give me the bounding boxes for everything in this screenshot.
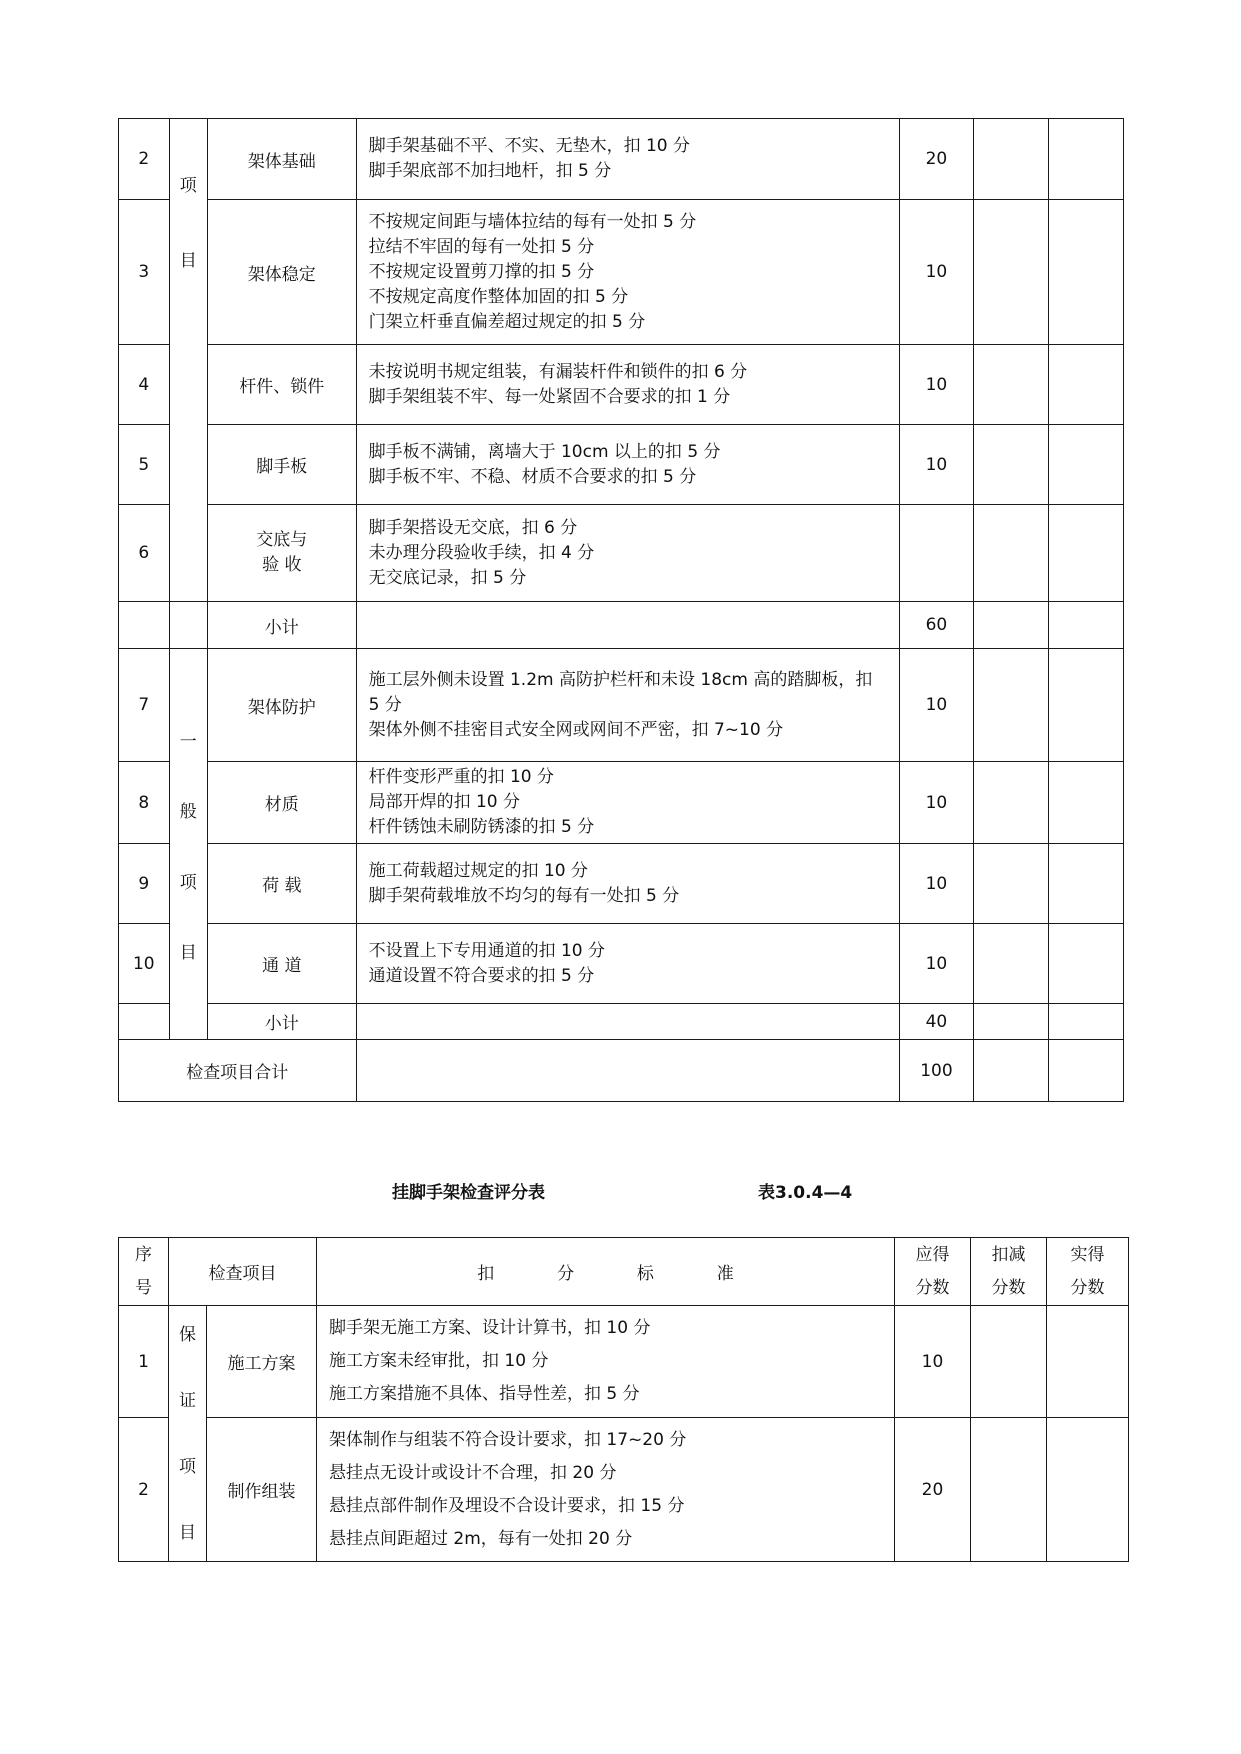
total-row [119,1040,1124,1102]
deduction-criteria [356,649,899,762]
header-row [119,1238,1129,1306]
header-check-item: 检查项目 [169,1238,317,1306]
check-item: 施工方案 [207,1306,317,1418]
deduction-criteria [356,602,899,649]
deducted-score [974,505,1049,602]
criteria-line: 脚手架底部不加扫地杆，扣 5 分 [368,161,612,181]
should-score: 20 [899,119,974,200]
criteria-line: 脚手架基础不平、不实、无垫木，扣 10 分 [368,136,691,156]
header-line: 分数 [991,1277,1026,1298]
criteria-line: 悬挂点无设计或设计不合理，扣 20 分 [329,1462,617,1483]
total-score: 100 [899,1040,974,1102]
deduction-criteria [317,1418,895,1562]
criteria-line: 拉结不牢固的每有一处扣 5 分 [368,236,595,257]
header-no-line: 号 [135,1277,152,1298]
header-deducted-score [971,1238,1047,1306]
deduction-criteria [356,762,899,844]
subtotal-label: 小计 [207,602,356,649]
deduction-criteria [356,844,899,924]
group-label-char: 保 [179,1325,196,1345]
deduction-criteria [356,345,899,425]
deduction-criteria [356,119,899,200]
criteria-line: 不按规定设置剪刀撑的扣 5 分 [368,261,595,282]
actual-score [1049,762,1124,844]
deduction-criteria [317,1306,895,1418]
deducted-score [974,345,1049,425]
actual-score [1049,1040,1124,1102]
deducted-score [974,200,1049,345]
criteria-line: 未按说明书规定组装，有漏装杆件和锁件的扣 6 分 [368,361,748,382]
table-title: 挂脚手架检查评分表 [392,1183,545,1203]
header-line: 分数 [1070,1277,1105,1298]
header-line: 应得 [915,1244,950,1265]
should-score: 10 [899,345,974,425]
should-score: 10 [899,649,974,762]
actual-score [1049,505,1124,602]
group-label-char: 一 [179,732,197,752]
criteria-line: 施工层外侧未设置 1.2m 高防护栏杆和未设 18cm 高的踏脚板，扣 [368,669,873,690]
table-row [119,924,1124,1004]
check-item-line: 交底与 [256,530,308,550]
table-row [119,1306,1129,1418]
table-row [119,649,1124,762]
criteria-line: 无交底记录，扣 5 分 [368,567,527,588]
criteria-line: 脚手板不满铺，离墙大于 10cm 以上的扣 5 分 [368,441,721,462]
should-score: 10 [899,924,974,1004]
table-row [119,762,1124,844]
criteria-line: 脚手架无施工方案、设计计算书，扣 10 分 [329,1318,651,1338]
row-number: 7 [119,649,170,762]
table-row [119,345,1124,425]
group-label-cell [169,602,207,649]
table-row [119,844,1124,924]
criteria-line: 5 分 [368,694,402,715]
deducted-score [971,1418,1047,1562]
criteria-line: 不设置上下专用通道的扣 10 分 [368,940,606,961]
group-label-char: 般 [179,802,197,822]
criteria-line: 架体制作与组装不符合设计要求，扣 17~20 分 [329,1429,687,1450]
actual-score [1049,425,1124,505]
deduction-criteria [356,200,899,345]
group-label-char: 目 [179,943,197,963]
check-item: 架体稳定 [207,200,356,345]
group-label-cell [169,649,207,1040]
criteria-line: 通道设置不符合要求的扣 5 分 [368,965,595,986]
deducted-score [971,1306,1047,1418]
deducted-score [974,649,1049,762]
check-item: 脚手板 [207,425,356,505]
should-score: 10 [899,844,974,924]
criteria-line: 局部开焊的扣 10 分 [368,792,521,812]
group-label-char: 证 [179,1391,196,1411]
table-row [119,425,1124,505]
actual-score [1047,1418,1129,1562]
check-item: 架体基础 [207,119,356,200]
subtotal-row [119,602,1124,649]
actual-score [1047,1306,1129,1418]
hanging-scaffold-score-table [118,1237,1129,1562]
deducted-score [974,119,1049,200]
criteria-line: 脚手板不牢、不稳、材质不合要求的扣 5 分 [368,466,697,487]
check-item-line: 验 收 [262,555,302,575]
criteria-line: 施工荷载超过规定的扣 10 分 [368,860,589,881]
actual-score [1049,649,1124,762]
should-score: 10 [899,762,974,844]
criteria-line: 不按规定高度作整体加固的扣 5 分 [368,286,629,307]
should-score: 10 [899,200,974,345]
criteria-line: 脚手架搭设无交底，扣 6 分 [368,517,578,538]
total-label: 检查项目合计 [119,1040,357,1102]
should-score: 10 [895,1306,971,1418]
criteria-line: 脚手架组装不牢、每一处紧固不合要求的扣 1 分 [368,386,731,407]
criteria-line: 脚手架荷载堆放不均匀的每有一处扣 5 分 [368,885,680,906]
row-number: 5 [119,425,170,505]
group-label-cell [169,1306,207,1562]
header-no [119,1238,169,1306]
row-number: 2 [119,1418,169,1562]
header-criteria-char: 标 [636,1264,654,1284]
should-score: 20 [895,1418,971,1562]
group-label-char: 目 [179,1523,196,1543]
header-line: 扣减 [991,1244,1026,1265]
group-label-char: 项 [179,873,197,893]
deduction-criteria [356,1004,899,1040]
check-item: 杆件、锁件 [207,345,356,425]
header-criteria-char: 扣 [477,1264,495,1284]
header-line: 实得 [1070,1244,1105,1265]
group-label-char: 目 [179,251,197,271]
header-no-line: 序 [135,1244,152,1265]
deduction-criteria [356,505,899,602]
row-number [119,602,170,649]
row-number: 9 [119,844,170,924]
deducted-score [974,844,1049,924]
check-item: 架体防护 [207,649,356,762]
deduction-criteria [356,1040,899,1102]
deduction-criteria [356,425,899,505]
should-score [899,505,974,602]
actual-score [1049,602,1124,649]
criteria-line: 架体外侧不挂密目式安全网或网间不严密，扣 7~10 分 [368,719,784,740]
header-criteria-char: 准 [716,1264,734,1284]
deducted-score [974,425,1049,505]
table-code: 表3.0.4—4 [758,1183,853,1203]
header-should-score [895,1238,971,1306]
row-number: 8 [119,762,170,844]
criteria-line: 未办理分段验收手续，扣 4 分 [368,542,595,563]
table-row [119,200,1124,345]
header-actual-score [1047,1238,1129,1306]
group-label-cell [169,119,207,602]
actual-score [1049,844,1124,924]
table-row [119,119,1124,200]
row-number: 1 [119,1306,169,1418]
criteria-line: 杆件锈蚀未刷防锈漆的扣 5 分 [368,817,595,837]
group-label-char: 项 [179,1457,196,1477]
subtotal-score: 40 [899,1004,974,1040]
subtotal-label: 小计 [207,1004,356,1040]
table-row [119,505,1124,602]
actual-score [1049,200,1124,345]
check-item [207,505,356,602]
row-number: 2 [119,119,170,200]
row-number: 3 [119,200,170,345]
row-number: 6 [119,505,170,602]
criteria-line: 施工方案未经审批，扣 10 分 [329,1351,549,1371]
actual-score [1049,1004,1124,1040]
check-item: 荷 载 [207,844,356,924]
table-row [119,1418,1129,1562]
deducted-score [974,762,1049,844]
header-line: 分数 [915,1277,950,1298]
header-criteria-char: 分 [557,1264,575,1284]
criteria-line: 悬挂点间距超过 2m，每有一处扣 20 分 [329,1528,633,1549]
deducted-score [974,1040,1049,1102]
check-item: 制作组装 [207,1418,317,1562]
criteria-line: 门架立杆垂直偏差超过规定的扣 5 分 [368,311,646,332]
criteria-line: 不按规定间距与墙体拉结的每有一处扣 5 分 [368,211,697,232]
subtotal-row [119,1004,1124,1040]
group-label-char: 项 [179,176,197,196]
check-item: 材质 [207,762,356,844]
row-number: 10 [119,924,170,1004]
deducted-score [974,924,1049,1004]
criteria-line: 施工方案措施不具体、指导性差，扣 5 分 [329,1384,640,1404]
should-score: 10 [899,425,974,505]
criteria-line: 杆件变形严重的扣 10 分 [368,767,555,787]
row-number [119,1004,170,1040]
header-criteria [317,1238,895,1306]
actual-score [1049,119,1124,200]
subtotal-score: 60 [899,602,974,649]
deducted-score [974,602,1049,649]
criteria-line: 悬挂点部件制作及埋设不合设计要求，扣 15 分 [329,1495,685,1516]
scaffold-table-continued [118,118,1124,1102]
deducted-score [974,1004,1049,1040]
actual-score [1049,924,1124,1004]
deduction-criteria [356,924,899,1004]
row-number: 4 [119,345,170,425]
check-item: 通 道 [207,924,356,1004]
actual-score [1049,345,1124,425]
